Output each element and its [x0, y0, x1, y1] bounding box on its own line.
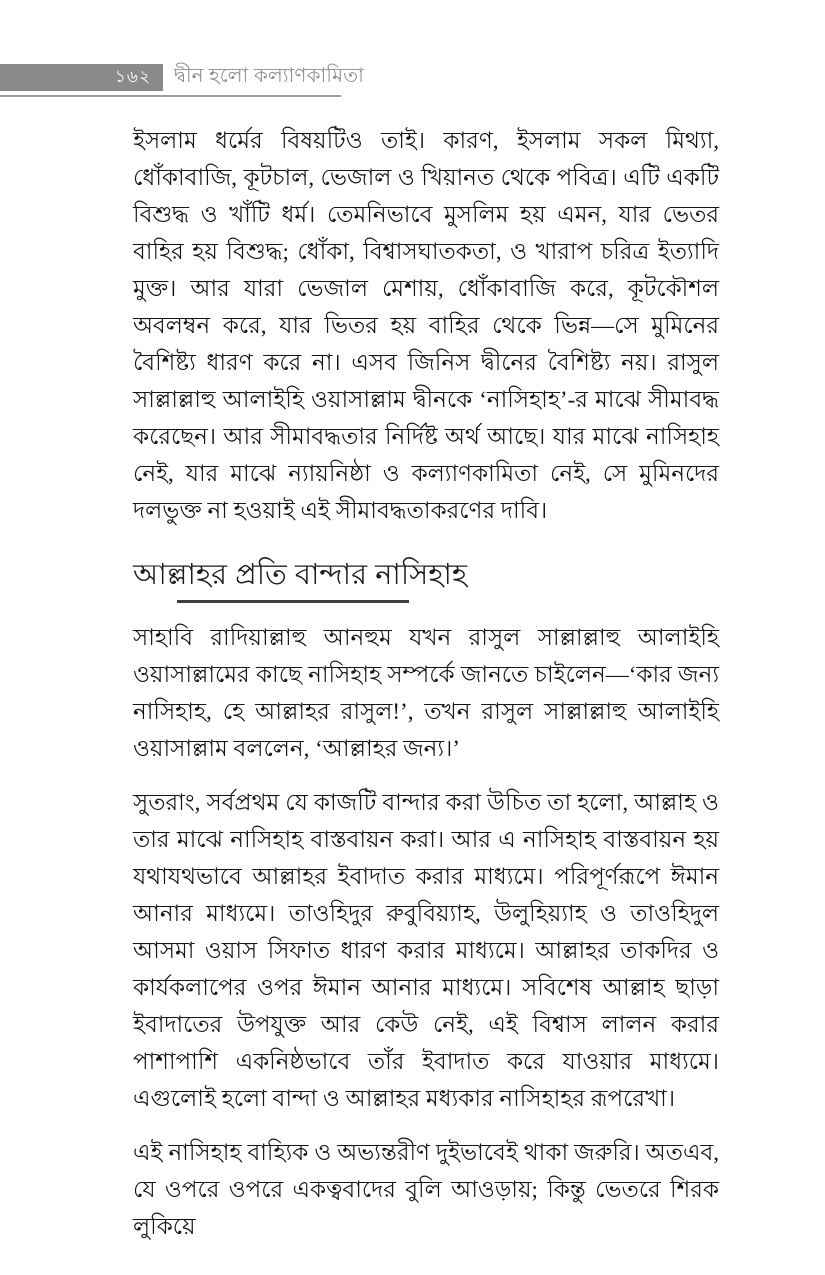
body-paragraph-3: সুতরাং, সর্বপ্রথম যে কাজটি বান্দার করা উচিত তা হলো, আল্লাহ ও তার মাঝে নাসিহাহ বাস্তবায়ন করা। আর এ নাসিহাহ বাস্তবায়ন হয় যথাযথভাবে আল্লাহর ইবাদাত করার মাধ্যমে। পরিপূর্ণরূপে ঈমান আনার মাধ্যমে। তাওহিদুর রুবুবিয়্যাহ, উলুহিয়্যাহ ও তাওহিদুল আসমা ওয়াস সিফাত ধারণ করার মাধ্যমে। আল্লাহর তাকদির ও কার্যকলাপের ওপর ঈমান আনার মাধ্যমে। সবিশেষ আল্লাহ ছাড়া ইবাদাতের উপযুক্ত আর কেউ নেই, এই বিশ্বাস লালন করার পাশাপাশি একনিষ্ঠভাবে তাঁর ইবাদাত করে যাওয়ার মাধ্যমে। এগুলোই হলো বান্দা ও আল্লাহর মধ্যকার নাসিহাহর রূপরেখা। [133, 790, 719, 1111]
body-paragraph-1: ইসলাম ধর্মের বিষয়টিও তাই। কারণ, ইসলাম সকল মিথ্যা, ধোঁকাবাজি, কূটচাল, ভেজাল ও খিয়ানত থেকে পবিত্র। এটি একটি বিশুদ্ধ ও খাঁটি ধর্ম। তেমনিভাবে মুসলিম হয় এমন, যার ভেতর বাহির হয় বিশুদ্ধ; ধোঁকা, বিশ্বাসঘাতকতা, ও খারাপ চরিত্র ইত্যাদি মুক্ত। আর যারা ভেজাল মেশায়, ধোঁকাবাজি করে, কূটকৌশল অবলম্বন করে, যার ভিতর হয় বাহির থেকে ভিন্ন—সে মুমিনের বৈশিষ্ট্য ধারণ করে না। এসব জিনিস দ্বীনের বৈশিষ্ট্য নয়। রাসুল সাল্লাল্লাহু আলাইহি ওয়াসাল্লাম দ্বীনকে ‘নাসিহাহ’-র মাঝে সীমাবদ্ধ করেছেন। আর সীমাবদ্ধতার নির্দিষ্ট অর্থ আছে। যার মাঝে নাসিহাহ নেই, যার মাঝে ন্যায়নিষ্ঠা ও কল্যাণকামিতা নেই, সে মুমিনদের দলভুক্ত না হওয়াই এই সীমাবদ্ধতাকরণের দাবি। [133, 128, 719, 523]
page-number-bar [0, 64, 163, 91]
body-paragraph-4: এই নাসিহাহ বাহ্যিক ও অভ্যন্তরীণ দুইভাবেই থাকা জরুরি। অতএব, যে ওপরে ওপরে একত্ববাদের বুলি আওড়ায়; কিন্তু ভেতরে শিরক লুকিয়ে [133, 1140, 719, 1239]
heading-underline [177, 600, 409, 603]
header-divider [0, 95, 341, 97]
page-content [133, 122, 719, 1262]
section-heading: আল্লাহর প্রতি বান্দার নাসিহাহ [133, 559, 468, 591]
running-header-title: দ্বীন হলো কল্যাণকামিতা [174, 65, 364, 87]
section-heading-block [133, 555, 719, 603]
body-paragraph-2: সাহাবি রাদিয়াল্লাহু আনহুম যখন রাসুল সাল্লাল্লাহু আলাইহি ওয়াসাল্লামের কাছে নাসিহাহ সম্পর্কে জানতে চাইলেন—‘কার জন্য নাসিহাহ, হে আল্লাহর রাসুল!’, তখন রাসুল সাল্লাল্লাহু আলাইহি ওয়াসাল্লাম বললেন, ‘আল্লাহর জন্য।’ [133, 625, 719, 761]
page-number: ১৬২ [114, 66, 151, 86]
